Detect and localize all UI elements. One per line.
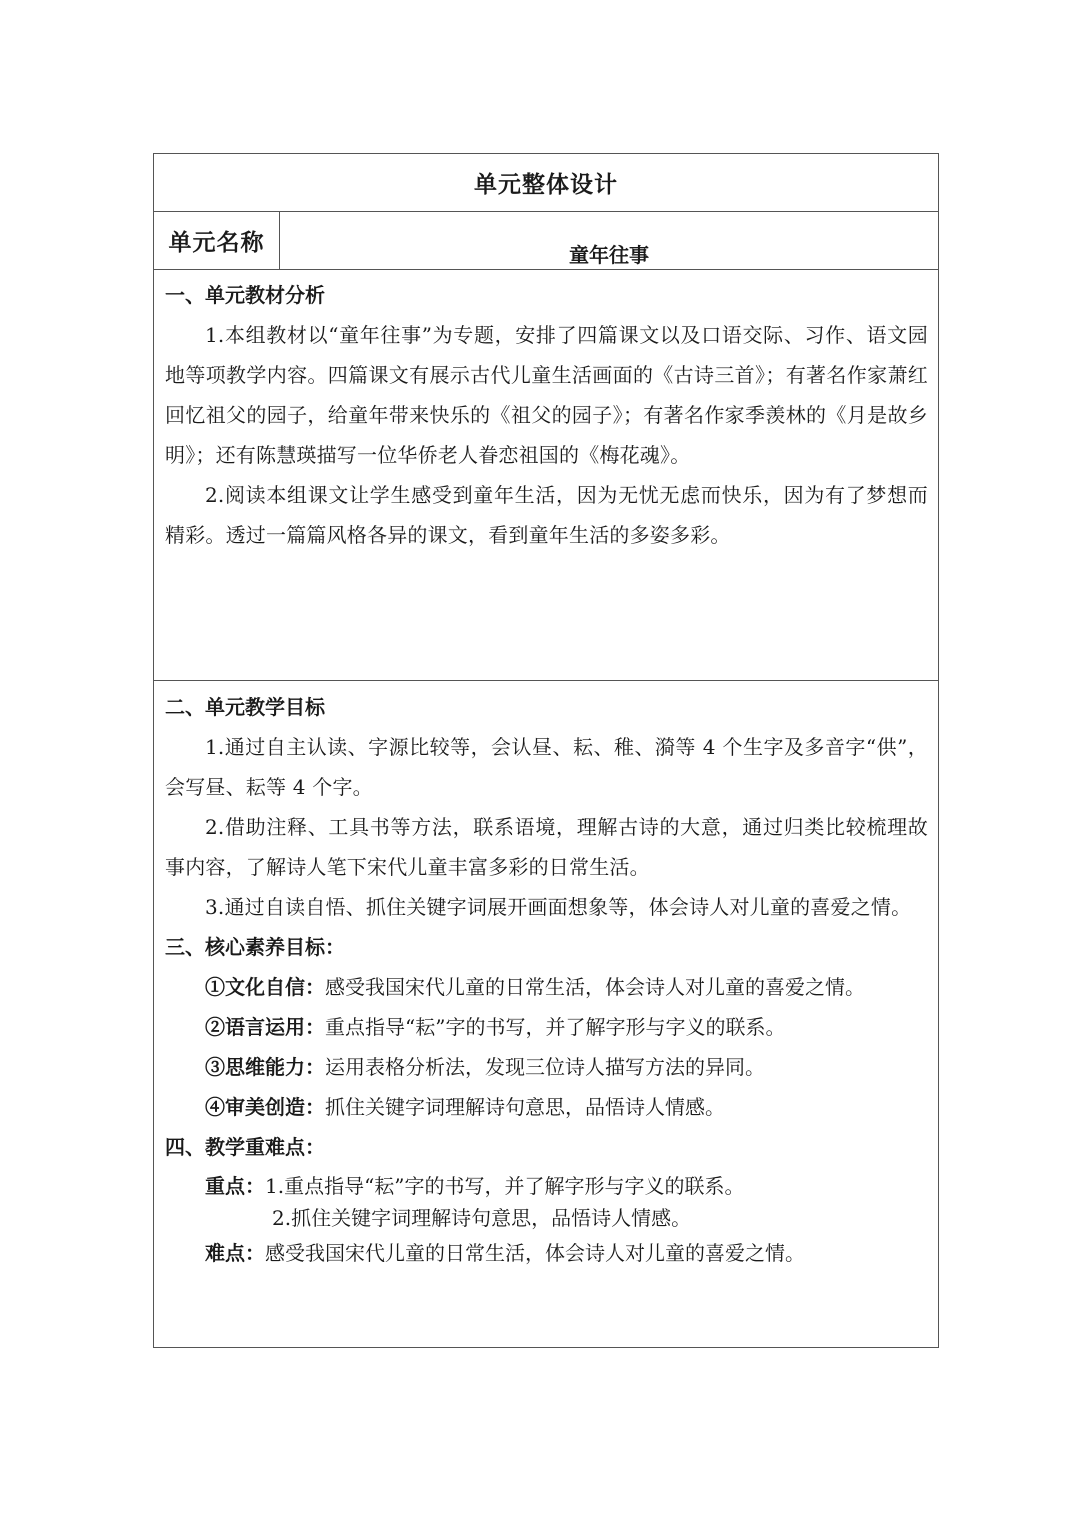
table-title: 单元整体设计 (154, 154, 938, 212)
core-literacy-item (165, 967, 928, 1007)
unit-design-table (153, 153, 939, 1348)
item-text: 运用表格分析法，发现三位诗人描写方法的异同。 (325, 1055, 765, 1079)
key-point-line (165, 1167, 928, 1205)
unit-name-row (154, 211, 938, 270)
item-label: ③思维能力： (205, 1055, 325, 1079)
item-label: ①文化自信： (205, 975, 325, 999)
paragraph: 1.本组教材以“童年往事”为专题，安排了四篇课文以及口语交际、习作、语文园地等项教学内容。四篇课文有展示古代儿童生活画面的《古诗三首》；有著名作家萧红回忆祖父的园子，给童年带来快乐的《祖父的园子》；有著名作家季羡林的《月是故乡明》；还有陈慧瑛描写一位华侨老人眷恋祖国的《梅花魂》。 (165, 323, 928, 467)
core-literacy-item (165, 1007, 928, 1047)
item-text: 抓住关键字词理解诗句意思，品悟诗人情感。 (325, 1095, 725, 1119)
core-literacy-item (165, 1047, 928, 1087)
key-point-text: 1.重点指导“耘”字的书写，并了解字形与字义的联系。 (265, 1174, 745, 1198)
key-point-line: 2.抓住关键字词理解诗句意思，品悟诗人情感。 (272, 1206, 692, 1230)
paragraph: 2.阅读本组课文让学生感受到童年生活，因为无忧无虑而快乐，因为有了梦想而精彩。透过一篇篇风格各异的课文，看到童年生活的多姿多彩。 (165, 483, 928, 547)
section-heading: 一、单元教材分析 (165, 283, 325, 307)
section-heading: 三、核心素养目标： (165, 935, 345, 959)
item-text: 感受我国宋代儿童的日常生活，体会诗人对儿童的喜爱之情。 (325, 975, 865, 999)
difficult-point-line (165, 1234, 928, 1272)
teaching-goals-section (154, 681, 938, 1347)
paragraph: 1.通过自主认读、字源比较等，会认昼、耘、稚、漪等 4 个生字及多音字“供”，会写昼、耘等 4 个字。 (165, 735, 928, 799)
unit-name-label: 单元名称 (154, 211, 280, 269)
item-label: ②语言运用： (205, 1015, 325, 1039)
section-heading: 四、教学重难点： (165, 1135, 325, 1159)
textbook-analysis-section (154, 269, 938, 681)
key-label: 重点： (205, 1174, 265, 1198)
unit-name-value: 童年往事 (569, 243, 649, 267)
item-text: 重点指导“耘”字的书写，并了解字形与字义的联系。 (325, 1015, 786, 1039)
difficult-point-text: 感受我国宋代儿童的日常生活，体会诗人对儿童的喜爱之情。 (265, 1241, 805, 1265)
section-heading: 二、单元教学目标 (165, 695, 325, 719)
core-literacy-item (165, 1087, 928, 1127)
difficult-label: 难点： (205, 1241, 265, 1265)
paragraph: 2.借助注释、工具书等方法，联系语境，理解古诗的大意，通过归类比较梳理故事内容，了解诗人笔下宋代儿童丰富多彩的日常生活。 (165, 815, 928, 879)
item-label: ④审美创造： (205, 1095, 325, 1119)
paragraph: 3.通过自读自悟、抓住关键字词展开画面想象等，体会诗人对儿童的喜爱之情。 (205, 895, 912, 919)
